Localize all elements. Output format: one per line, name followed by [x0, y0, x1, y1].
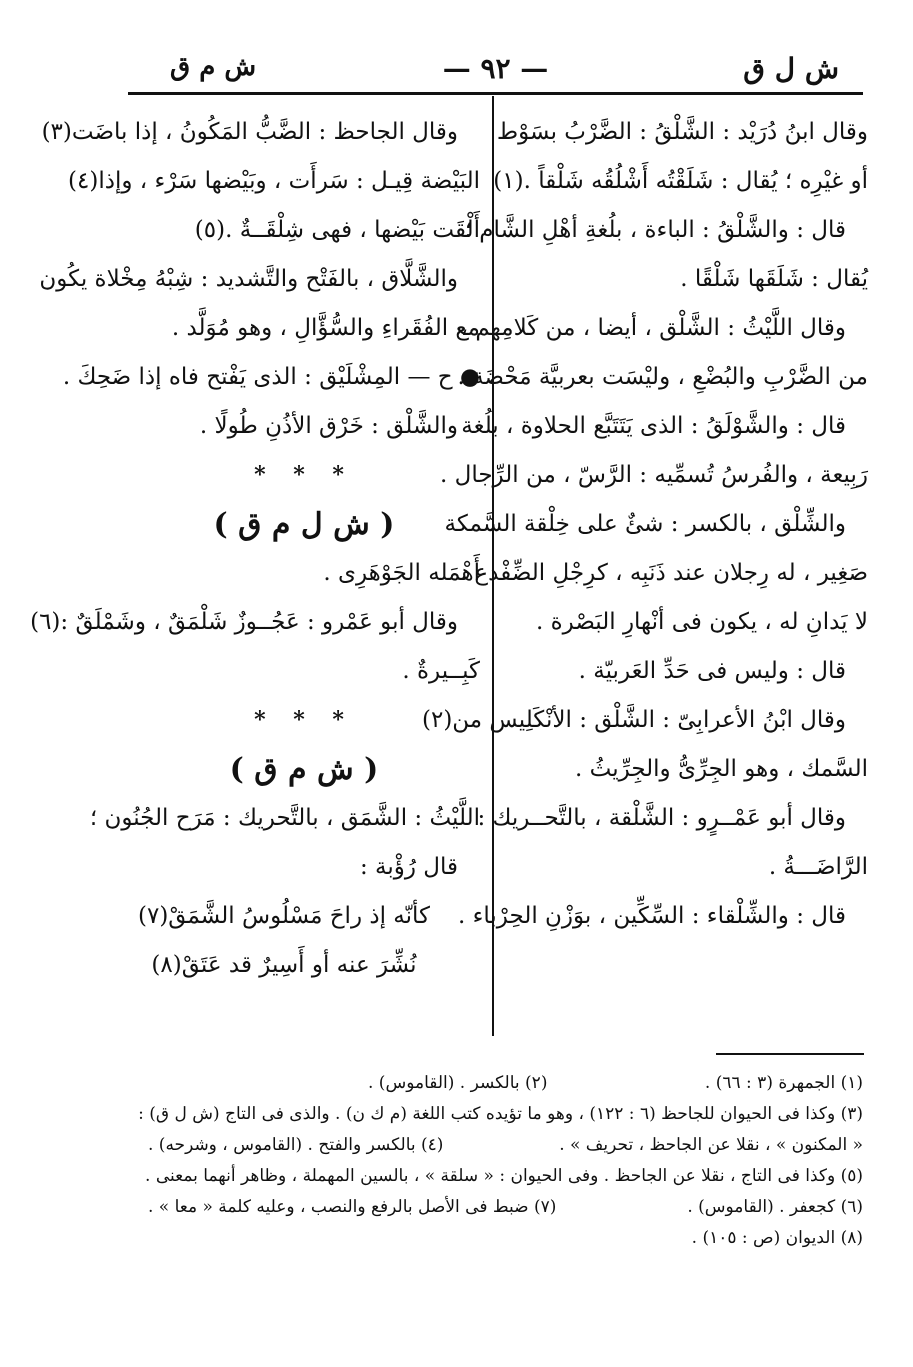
verse-line: نُشِّرَ عنه أو أَسِيرٌ قد عَتَقْ(٨)	[151, 952, 417, 978]
footnote-1: (١) الجمهرة (٣ : ٦٦) .	[704, 1073, 863, 1093]
text-line: قال : والشَّوْلَقُ : الذى يَتَتَبَّع الحلاوة ، بلُغة	[461, 413, 846, 439]
text-line: من الضَّرْبِ والبُضْعِ ، وليْسَت بعربيَّة مَحْضَة .	[457, 364, 868, 390]
text-line: صَغِير ، له رِجلان عند ذَنَبِه ، كرِجْلِ الضِّفْدع ،	[459, 560, 868, 586]
text-line: وقال أبو عَمْــرٍو : الشَّلْقة ، بالتَّحــريك :	[477, 805, 846, 831]
running-header	[128, 48, 863, 90]
header-root-right: ش ل ق	[743, 52, 839, 85]
text-line: وقال اللَّيْثُ : الشَّلْق ، أيضا ، من كَلامِهم ،	[460, 315, 846, 341]
text-line: أَهْمَله الجَوْهَرِى .	[323, 560, 480, 586]
text-line: قال رُؤْبة :	[359, 854, 458, 880]
footnote-6: (٦) كجعفر . (القاموس) .	[687, 1197, 863, 1217]
text-line: قال : والشَّلْقُ : الباءة ، بلُغةِ أهْلِ الشَّام ؛	[464, 217, 846, 243]
text-line: وقال الجاحظ : الضَّبُّ المَكُونُ ، إذا باضَت(٣)	[41, 119, 458, 145]
section-heading: ( ش ل م ق )	[213, 507, 395, 542]
text-line: وقال ابْنُ الأعرابِىّ : الشَّلْق : الأنْكَلِيس من(٢)	[421, 707, 846, 733]
header-root-left: ش م ق	[170, 52, 257, 82]
text-line: قال : والشِّلْقاء : السِّكِّين ، بوَزْنِ الحِرْباء .	[457, 903, 846, 929]
text-line: الرَّاضَـــةُ .	[768, 854, 868, 880]
text-line: لا يَدانِ له ، يكون فى أنْهارِ البَصْرة .	[535, 609, 868, 635]
footnote-2: (٢) بالكسر . (القاموس) .	[368, 1073, 548, 1093]
footnote-5: (٥) وكذا فى التاج ، نقلا عن الجاحظ . وفى الحيوان : « سلقة » ، بالسين المهملة ، وظاهر أنهما بمعنى .	[145, 1166, 863, 1186]
section-heading: ( ش م ق )	[229, 752, 379, 787]
text-line: قال : وليس فى حَدِّ العَربيّة .	[578, 658, 846, 684]
footnote-row	[128, 1130, 863, 1161]
text-line: رَبِيعة ، والفُرسُ تُسمِّيه : الرَّسّ ، من الرِّجال .	[440, 462, 868, 488]
verse-line: كأنّه إذ راحَ مَسْلُوسُ الشَّمَقْ(٧)	[137, 903, 431, 929]
text-line: يُقال : شَلَقَها شَلْقًا .	[680, 266, 868, 292]
text-line: كَبِــيرةٌ .	[402, 658, 480, 684]
text-line: وقال ابنُ دُرَيْد : الشَّلْقُ : الضَّرْبُ بسَوْط	[496, 119, 868, 145]
section-separator: * * *	[254, 707, 354, 733]
text-line: أو غيْرِه ؛ يُقال : شَلَقْتُه أَشْلُقُه شَلْقاً .(١)	[493, 168, 868, 194]
header-rule	[128, 92, 863, 95]
footnote-7: (٧) ضبط فى الأصل بالرفع والنصب ، وعليه كلمة « معا » .	[148, 1197, 557, 1217]
text-line: والشِّلْق ، بالكسر : شئٌ على خِلْقة السَّمكة	[444, 511, 846, 537]
text-line: مع الفُقَراءِ والسُّؤَّالِ ، وهو مُوَلَّد .	[171, 315, 480, 341]
section-separator: * * *	[254, 462, 354, 488]
footnote-8: (٨) الديوان (ص : ١٠٥) .	[691, 1228, 863, 1248]
text-line: والشَّلَّاق ، بالفَتْح والتَّشديد : شِبْهُ مِخْلاة يكُون	[39, 266, 458, 292]
text-line: البَيْضة قِيـل : سَرأَت ، وبَيْضها سَرْء ، وإذا(٤)	[68, 168, 480, 194]
page-number: — ٩٢ —	[442, 52, 549, 85]
text-line: ● ح — المِشْلَيْق : الذى يَفْتح فاه إذا ضَحِكَ .	[62, 364, 480, 390]
text-line: والشَّلْق : خَرْق الأذُنِ طُولًا .	[199, 413, 458, 439]
text-line: السَّمك ، وهو الجِرِّىُّ والجِرِّيثُ .	[575, 756, 868, 782]
footnote-3-cont: « المكنون » ، نقلا عن الجاحظ ، تحريف » .	[559, 1135, 863, 1155]
footnote-4: (٤) بالكسر والفتح . (القاموس ، وشرحه) .	[148, 1135, 444, 1155]
footnote-row	[128, 1192, 863, 1223]
footnote-rule	[716, 1053, 864, 1055]
footnotes	[128, 1068, 863, 1254]
left-column	[30, 108, 480, 990]
footnote-3: (٣) وكذا فى الحيوان للجاحظ (٦ : ١٢٢) ، وهو ما تؤيده كتب اللغة (م ك ن) . والذى فى التاج (ش ل ق) :	[138, 1104, 863, 1124]
text-line: وقال أبو عَمْرو : عَجُــوزٌ شَلْمَقٌ ، وشَمْلَقٌ :(٦)	[30, 609, 458, 635]
text-line: اللَّيْثُ : الشَّمَق ، بالتَّحريك : مَرَح الجُنُون ؛	[89, 805, 480, 831]
text-line: أَلْقَت بَيْضها ، فهى شِلْقَــةٌ .(٥)	[194, 217, 480, 243]
footnote-row	[128, 1068, 863, 1099]
